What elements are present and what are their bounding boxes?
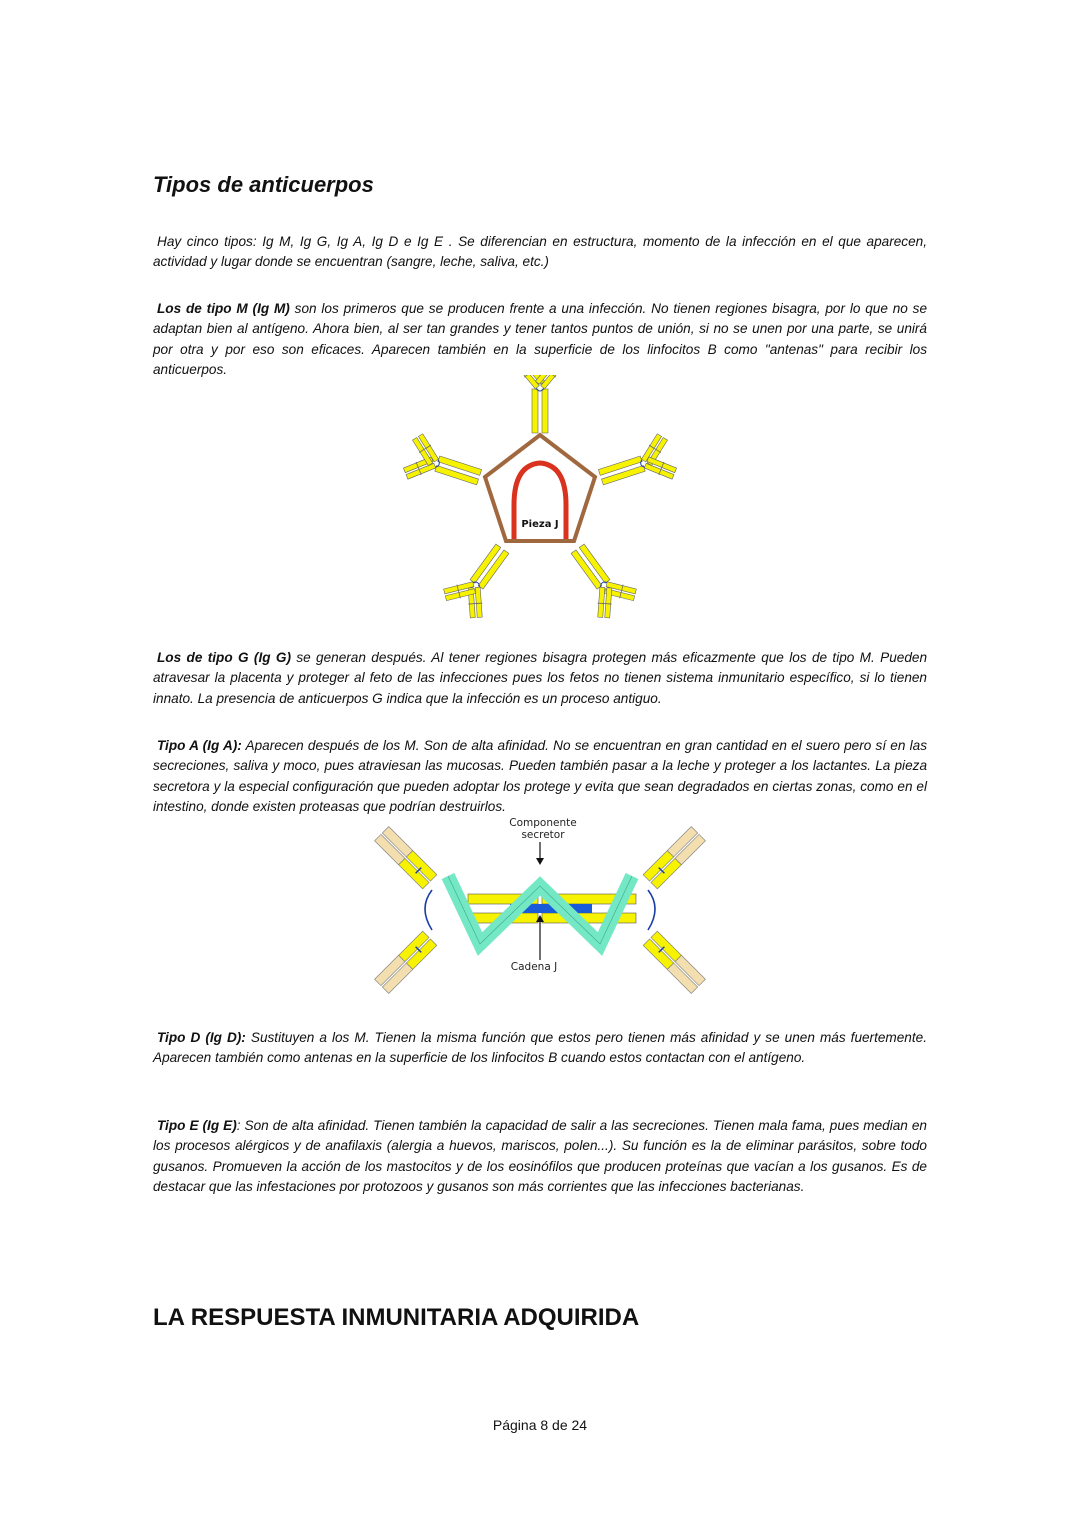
iga-fab-arm (643, 827, 705, 889)
igg-lead: Los de tipo G (Ig G) (157, 650, 291, 665)
iga-fab-arm (375, 931, 437, 993)
igd-lead: Tipo D (Ig D): (157, 1030, 246, 1045)
igm-fab-arm (535, 375, 565, 389)
igm-fab-light (598, 587, 605, 617)
igm-fab-heavy (475, 587, 482, 617)
iga-fab-arm (643, 931, 705, 993)
igm-fab-arm (403, 456, 436, 480)
igm-monomers (400, 375, 680, 620)
igm-monomer (593, 430, 680, 500)
igm-fab-arm (597, 587, 613, 618)
igg-text: se generan después. Al tener regiones bisagra protegen más eficazmente que los de tipo M. Pueden atravesar la placenta y proteger al feto de las infecciones pues los fetos no tienen sistema inmunitario específico, si lo tienen innato. La presencia de anticuerpos G indica que la infección es un proceso antiguo. (153, 650, 928, 706)
igm-pentamer-diagram (400, 375, 680, 620)
igm-monomer (438, 534, 522, 620)
page-number: Página 8 de 24 (492, 1417, 588, 1433)
iga-cadena-label: Cadena J (510, 961, 558, 973)
intro-paragraph (153, 232, 927, 273)
intro-text: Hay cinco tipos: Ig M, Ig G, Ig A, Ig D e Ig E . Se diferencian en estructura, momento de la infección en el que aparecen, actividad y lugar donde se encuentran (sangre, leche, saliva, etc.) (153, 234, 927, 270)
iga-hinge-right (648, 890, 655, 930)
iga-text: Aparecen después de los M. Son de alta afinidad. No se encuentran en gran cantidad en el suero pero sí en las secreciones, saliva y moco, pues atraviesan las mucosas. Pueden también pasar a la leche y proteger a los lactantes. La pieza secretora y la especial configuración que pueden adoptar los protege y evita que sean degradados en ciertas zonas, como en el intestino, donde existen proteasas que podrían destruirlos. (153, 738, 927, 815)
iga-secretor-arrowhead (536, 858, 544, 865)
igm-fab-arm (412, 433, 440, 466)
igd-paragraph (153, 1028, 927, 1069)
igm-j-label: Pieza J (521, 519, 559, 530)
iga-fc-bar-bottom-right (542, 913, 636, 923)
igm-monomer (515, 375, 564, 433)
ige-text: : Son de alta afinidad. Tienen también la capacidad de salir a las secreciones. Tienen mala fama, pues median en los procesos alérgicos y de anafilaxis (alergia a huevos, mariscos, polen...). Su función es la de eliminar parásitos, sobre todo gusanos. Promueven la acción de los mastocitos y de los eosinófilos que producen proteínas que vacían a los gusanos. Es de destacar que las infestaciones por protozoos y gusanos son más corrientes que las infecciones bacterianas. (153, 1118, 927, 1195)
igm-text: son los primeros que se producen frente a una infección. No tienen regiones bisagra, por lo que no se adaptan bien al antígeno. Ahora bien, al ser tan grandes y tener tantos puntos de unión, si no se unen por una parte, se unirá por otra y por eso son eficaces. Aparecen también en la superficie de los linfocitos B como "antenas" para recibir los anticuerpos. (153, 301, 928, 378)
iga-hinge-left (425, 890, 432, 930)
iga-secretor-label-1: Componente (509, 817, 577, 829)
iga-fab-arm (375, 827, 437, 889)
igg-paragraph (153, 648, 927, 709)
ige-paragraph (153, 1116, 927, 1198)
igm-heavy-chain (532, 389, 538, 433)
main-heading: LA RESPUESTA INMUNITARIA ADQUIRIDA (153, 1304, 640, 1331)
iga-lead: Tipo A (Ig A): (157, 738, 242, 753)
igm-fab-arm (644, 456, 677, 480)
ige-lead: Tipo E (Ig E) (157, 1118, 237, 1133)
igm-monomer (558, 534, 642, 620)
igm-monomer (400, 430, 487, 500)
igd-text: Sustituyen a los M. Tienen la misma función que estos pero tienen más afinidad y se unen más fuertemente. Aparecen también como antenas en la superficie de los linfocitos B cuando estos contactan con el antígeno. (153, 1030, 927, 1066)
igm-paragraph (153, 299, 927, 381)
iga-paragraph (153, 736, 927, 818)
igm-heavy-chain (542, 389, 548, 433)
iga-secretor-label-2: secretor (521, 829, 565, 841)
iga-dimer-diagram (360, 812, 720, 1002)
igm-pentamer-group (485, 435, 595, 541)
section-title: Tipos de anticuerpos (153, 172, 374, 197)
igm-lead: Los de tipo M (Ig M) (157, 301, 290, 316)
